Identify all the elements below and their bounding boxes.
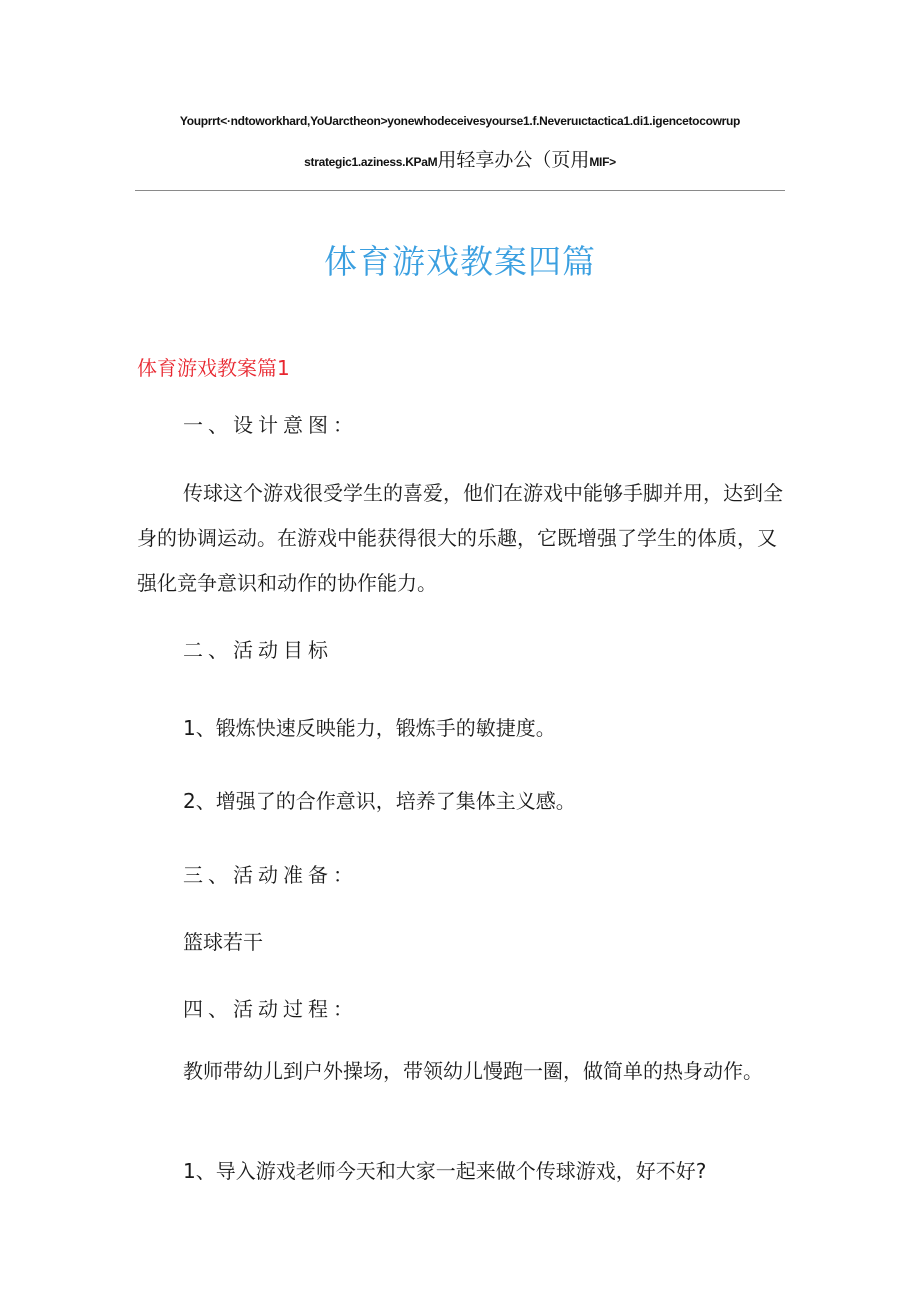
heading-activity-prep: 三、活动准备： xyxy=(183,863,358,887)
header-tagline-line2 xyxy=(0,145,920,172)
prep-item: 篮球若干 xyxy=(183,930,263,954)
process-step-1: 1、导入游戏老师今天和大家一起来做个传球游戏，好不好? xyxy=(183,1159,707,1183)
header-line2-tail: MIF> xyxy=(589,155,616,169)
paragraph-process-intro: 教师带幼儿到户外操场，带领幼儿慢跑一圈，做简单的热身动作。 xyxy=(183,1059,763,1083)
heading-activity-goals: 二、活动目标 xyxy=(183,638,333,662)
document-title: 体育游戏教案四篇 xyxy=(324,242,596,281)
paragraph-design-intent: 传球这个游戏很受学生的喜爱，他们在游戏中能够手脚并用，达到全身的协调运动。在游戏中能获得很大的乐趣，它既增强了学生的体质，又强化竞争意识和动作的协作能力。 xyxy=(137,481,783,595)
heading-activity-process: 四、活动过程： xyxy=(183,997,358,1021)
header-line2-cjk: 用轻享办公（页用 xyxy=(437,149,590,171)
section-title: 体育游戏教案篇1 xyxy=(137,356,290,380)
goal-item-1: 1、锻炼快速反映能力，锻炼手的敏捷度。 xyxy=(183,716,556,740)
goal-item-2: 2、增强了的合作意识，培养了集体主义感。 xyxy=(183,789,576,813)
heading-design-intent: 一、设计意图： xyxy=(183,413,358,437)
header-tagline-line1: Youprrt<·ndtoworkhard,YoUarctheon>yonewhodeceivesyourse1.f.Neveruιctactica1.di1.igencetocowrup xyxy=(179,114,741,128)
header-line2-latin: strategic1.aziness.KPaM xyxy=(304,155,438,169)
header-divider xyxy=(135,190,785,191)
